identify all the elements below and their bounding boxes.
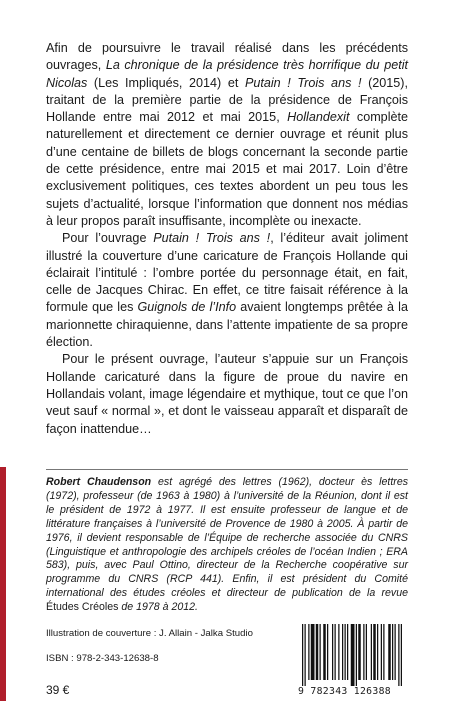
barcode-bar (401, 624, 402, 686)
illustration-credit: Illustration de couverture : J. Allain - Jalka Studio (46, 628, 253, 639)
text: avaient longtemps prêtée à la marionnette chiraquienne, dans l’attente impatiente de sa propre élection. (46, 300, 408, 350)
barcode-bar (356, 624, 357, 686)
bio-text: est agrégé des lettres (1962), docteur ès lettres (1972), professeur (de 1963 à 1980) à l’université de la Réunion, dont il est le président de 1972 à 1977. Il est ensuite professeur de langue et de littérature françaises à l’université de Provence de 1980 à 2005. À partir de 1976, il devient responsable de l’Équipe de recherche associée du CNRS (Linguistique et anthropologie des archipels créoles de l’océan Indien ; ERA 583), puis, avec Paul Ottino, directeur de la Recherche coopérative sur programme du CNRS (RCP 441). Enfin, il est président du Comité international des études créoles et directeur de publication de la revue (46, 476, 409, 600)
barcode-bar (311, 624, 315, 680)
bio-text: de 1978 à 2012. (118, 601, 198, 614)
barcode (298, 624, 414, 690)
author-name: Robert Chaudenson (46, 476, 152, 488)
text: Afin de poursuivre le travail réalisé dans les précédents ouvrages, (46, 41, 408, 73)
barcode-bar (308, 624, 309, 680)
show-title: Guignols de l’Info (137, 300, 237, 315)
journal-title: Études Créoles (46, 601, 119, 614)
text: (Les Impliqués, 2014) et (87, 75, 245, 90)
paragraph-3: Pour le présent ouvrage, l’auteur s’appuie sur un François Hollande caricaturé dans la figure de proue du navire en Hollandais volant, image légendaire et mythique, tout ce que l’on veut sauf « normal », et dont le vaisseau apparaît et disparaît de façon inattendue… (46, 352, 408, 436)
book-title: La chronique de la présidence très horrifique du petit Nicolas (46, 58, 408, 90)
price: 39 € (46, 683, 70, 697)
barcode-bar (366, 624, 367, 680)
barcode-digits: 9 782343 126388 (298, 686, 391, 697)
barcode-bar (381, 624, 382, 680)
barcode-bar (351, 624, 355, 686)
barcode-bar (327, 624, 328, 680)
divider (46, 469, 408, 470)
paragraph-2 (46, 230, 408, 351)
barcode-bar (377, 624, 378, 680)
barcode-bar (388, 624, 391, 680)
barcode-bar (358, 624, 361, 680)
back-cover-blurb (46, 40, 408, 438)
barcode-bar (398, 624, 399, 686)
barcode-bar (338, 624, 339, 680)
barcode-bar (323, 624, 326, 680)
text: (2015), traitant de la première partie de la présidence de François Hollande entre mai 2012 et mai 2015, (46, 75, 408, 125)
barcode-bar (392, 624, 393, 680)
barcode-bar (316, 624, 319, 680)
barcode-bar (371, 624, 372, 680)
barcode-bar (335, 624, 336, 680)
barcode-bar (320, 624, 321, 680)
spine-color-strip (0, 467, 6, 701)
book-title: Hollandexit (287, 110, 350, 125)
barcode-bar (373, 624, 376, 680)
barcode-bar (305, 624, 306, 686)
isbn: ISBN : 978-2-343-12638-8 (46, 653, 159, 664)
barcode-bar (347, 624, 348, 680)
barcode-bar (363, 624, 364, 680)
text: , l’éditeur avait joliment illustré la couverture d’une caricature de François Hollande qui éclairait l’intitulé : l’ombre portée du personnage était, en fait, celle de Jacques Chirac. En effet, ce titre faisait référence à la formule que les (46, 231, 408, 315)
barcode-bar (345, 624, 346, 680)
text: Pour l’ouvrage (62, 231, 154, 246)
book-title: Putain ! Trois ans ! (153, 231, 271, 246)
barcode-bar (342, 624, 343, 680)
credits-block (46, 627, 296, 677)
barcode-bar (395, 624, 396, 680)
barcode-bar (383, 624, 384, 680)
barcode-bar (302, 624, 303, 686)
barcode-bar (332, 624, 333, 680)
book-title: Putain ! Trois ans ! (244, 75, 362, 90)
text: complète naturellement et directement ce dernier ouvrage et réunit plus d’une centaine de billets de blogs concernant la seconde partie de cette présidence, entre mai 2015 et mai 2017. Loin d’être exclusivement politiques, ces textes abordent un peu tous les sujets d’actualité, lorsque l’information que donnent nos médias à leur propos paraît insuffisante, incomplète ou inexacte. (46, 110, 408, 228)
author-bio (46, 476, 408, 615)
paragraph-1 (46, 40, 408, 230)
